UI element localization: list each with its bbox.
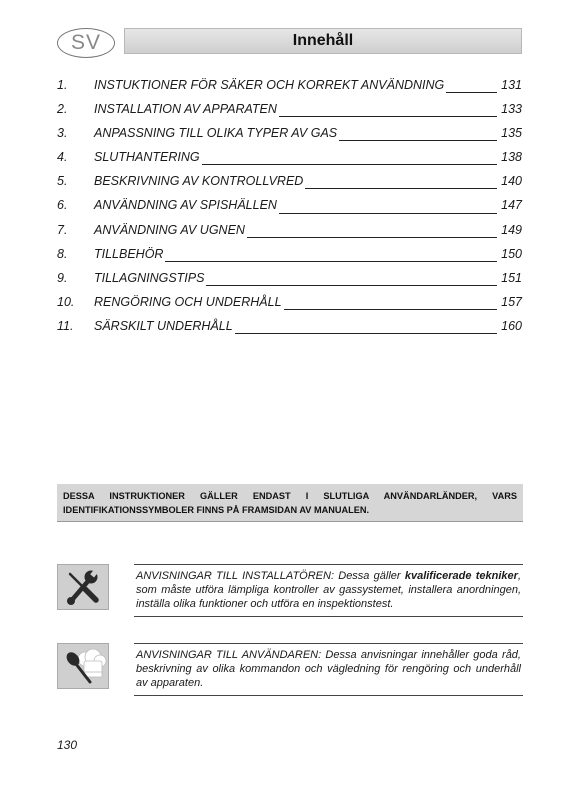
toc-entry: [57, 174, 522, 198]
toc-entry-page: 133: [501, 102, 522, 117]
toc-entry-page: 151: [501, 270, 522, 285]
toc-leader-line: [339, 140, 497, 141]
toc-entry: [57, 223, 522, 247]
notice-box: DESSA INSTRUKTIONER GÄLLER ENDAST I SLUTLIGA ANVÄNDARLÄNDER, VARS IDENTIFIKATIONSSYMBOLER FINNS PÅ FRAMSIDAN AV MANUALEN.: [57, 484, 523, 522]
toc-entry-page: 135: [501, 126, 522, 141]
toc-entry: [57, 126, 522, 150]
toc-entry-number: 11.: [57, 318, 74, 333]
toc-entry-title: ANVÄNDNING AV UGNEN: [94, 222, 245, 237]
user-instructions-text: ANVISNINGAR TILL ANVÄNDAREN: Dessa anvisningar innehåller goda råd, beskrivning av olika kommandon och vägledning för rengöring och underhåll av apparaten.: [134, 643, 523, 696]
toc-entry-title: BESKRIVNING AV KONTROLLVRED: [94, 174, 304, 189]
toc-entry-title: SÄRSKILT UNDERHÅLL: [94, 318, 233, 333]
tools-icon: [57, 564, 109, 610]
table-of-contents: [57, 78, 522, 343]
toc-leader-line: [165, 261, 497, 262]
toc-entry: [57, 102, 522, 126]
toc-entry-page: 149: [501, 222, 522, 237]
toc-entry-title: INSTALLATION AV APPARATEN: [94, 102, 277, 117]
toc-entry: [57, 78, 522, 102]
toc-entry-title: TILLBEHÖR: [94, 246, 164, 261]
toc-entry-number: 6.: [57, 198, 68, 213]
toc-entry-page: 140: [501, 174, 522, 189]
toc-entry-number: 7.: [57, 222, 68, 237]
toc-entry-page: 160: [501, 318, 522, 333]
toc-entry-number: 10.: [57, 294, 75, 309]
toc-entry: [57, 295, 522, 319]
toc-entry-page: 131: [501, 78, 522, 92]
toc-entry: [57, 271, 522, 295]
toc-entry: [57, 247, 522, 271]
toc-entry-title: RENGÖRING OCH UNDERHÅLL: [94, 294, 282, 309]
toc-entry-number: 1.: [57, 78, 68, 92]
toc-leader-line: [206, 285, 497, 286]
toc-entry-title: SLUTHANTERING: [94, 150, 200, 165]
toc-entry-page: 150: [501, 246, 522, 261]
toc-entry-title: TILLAGNINGSTIPS: [94, 270, 205, 285]
toc-entry-number: 8.: [57, 246, 68, 261]
toc-entry-number: 4.: [57, 150, 68, 165]
page-title: Innehåll: [292, 32, 354, 49]
page-number: 130: [57, 738, 78, 752]
toc-leader-line: [446, 92, 497, 93]
toc-leader-line: [202, 164, 498, 165]
toc-leader-line: [279, 116, 497, 117]
toc-entry: [57, 150, 522, 174]
toc-entry-number: 9.: [57, 270, 68, 285]
toc-leader-line: [284, 309, 498, 310]
toc-entry-title: ANVÄNDNING AV SPISHÄLLEN: [94, 198, 277, 213]
toc-entry-number: 2.: [57, 102, 68, 117]
toc-entry-page: 138: [501, 150, 522, 165]
toc-entry: [57, 198, 522, 222]
toc-entry-title: INSTUKTIONER FÖR SÄKER OCH KORREKT ANVÄNDNING: [94, 78, 445, 92]
toc-entry-page: 147: [501, 198, 522, 213]
toc-leader-line: [235, 333, 497, 334]
chef-hat-spoon-icon: [57, 643, 109, 689]
toc-leader-line: [305, 188, 497, 189]
language-badge: SV: [57, 28, 115, 58]
installer-instructions-text: ANVISNINGAR TILL INSTALLATÖREN: Dessa gäller kvalificerade tekniker, som måste utföra lämpliga kontroller av gassystemet, installera anordningen, inställa olika funktioner och utföra en inspektionstest.: [134, 564, 523, 617]
toc-leader-line: [279, 213, 497, 214]
toc-entry-number: 3.: [57, 126, 68, 141]
toc-entry: [57, 319, 522, 343]
toc-leader-line: [247, 237, 497, 238]
toc-entry-title: ANPASSNING TILL OLIKA TYPER AV GAS: [94, 126, 338, 141]
toc-entry-page: 157: [501, 294, 522, 309]
toc-entry-number: 5.: [57, 174, 68, 189]
